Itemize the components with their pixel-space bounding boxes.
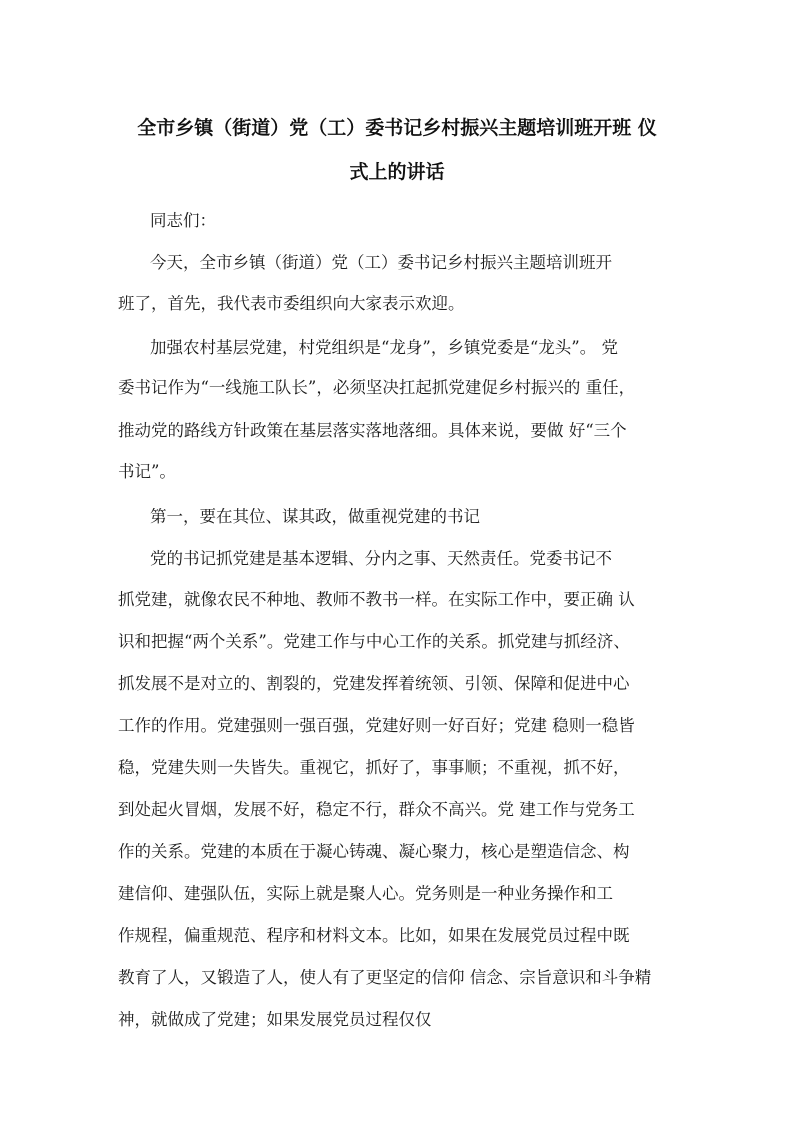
- salutation: 同志们：: [150, 211, 216, 230]
- paragraph-line: 委书记作为“一线施工队长”，必须坚决扛起抓党建促乡村振兴的 重任，: [118, 378, 636, 397]
- section-heading: 第一，要在其位、谋其政，做重视党建的书记: [150, 507, 480, 526]
- paragraph-line: 加强农村基层党建，村党组织是“龙身”，乡镇党委是“龙头”。 党: [150, 338, 618, 357]
- paragraph-line: 抓党建，就像农民不种地、教师不教书一样。在实际工作中，要正确 认: [118, 590, 635, 609]
- paragraph-line: 建信仰、建强队伍，实际上就是聚人心。党务则是一种业务操作和工: [118, 884, 613, 903]
- paragraph-line: 识和把握“两个关系”。党建工作与中心工作的关系。抓党建与抓经济、: [118, 632, 630, 651]
- paragraph-line: 教育了人，又锻造了人，使人有了更坚定的信仰 信念、宗旨意识和斗争精: [118, 968, 652, 987]
- document-title-line-1: 全市乡镇（街道）党（工）委书记乡村振兴主题培训班开班 仪: [137, 117, 657, 139]
- document-title-line-2: 式上的讲话: [349, 161, 445, 183]
- paragraph-line: 班了，首先，我代表市委组织向大家表示欢迎。: [118, 294, 465, 313]
- paragraph-line: 党的书记抓党建是基本逻辑、分内之事、天然责任。党委书记不: [150, 549, 612, 568]
- paragraph-line: 今天，全市乡镇（街道）党（工）委书记乡村振兴主题培训班开: [150, 253, 612, 272]
- paragraph-line: 作的关系。党建的本质在于凝心铸魂、凝心聚力，核心是塑造信念、构: [118, 842, 630, 861]
- paragraph-line: 稳，党建失则一失皆失。重视它，抓好了，事事顺；不重视，抓不好，: [118, 758, 630, 777]
- paragraph-line: 作规程，偏重规范、程序和材料文本。比如，如果在发展党员过程中既: [118, 926, 630, 945]
- paragraph-line: 神，就做成了党建；如果发展党员过程仅仅: [118, 1010, 432, 1029]
- paragraph-line: 书记”。: [118, 462, 176, 481]
- paragraph-line: 推动党的路线方针政策在基层落实落地落细。具体来说，要做 好“三个: [118, 421, 627, 440]
- paragraph-line: 工作的作用。党建强则一强百强，党建好则一好百好；党建 稳则一稳皆: [118, 716, 635, 735]
- paragraph-line: 到处起火冒烟，发展不好，稳定不行，群众不高兴。党 建工作与党务工: [118, 800, 635, 819]
- paragraph-line: 抓发展不是对立的、割裂的，党建发挥着统领、引领、保障和促进中心: [118, 674, 630, 693]
